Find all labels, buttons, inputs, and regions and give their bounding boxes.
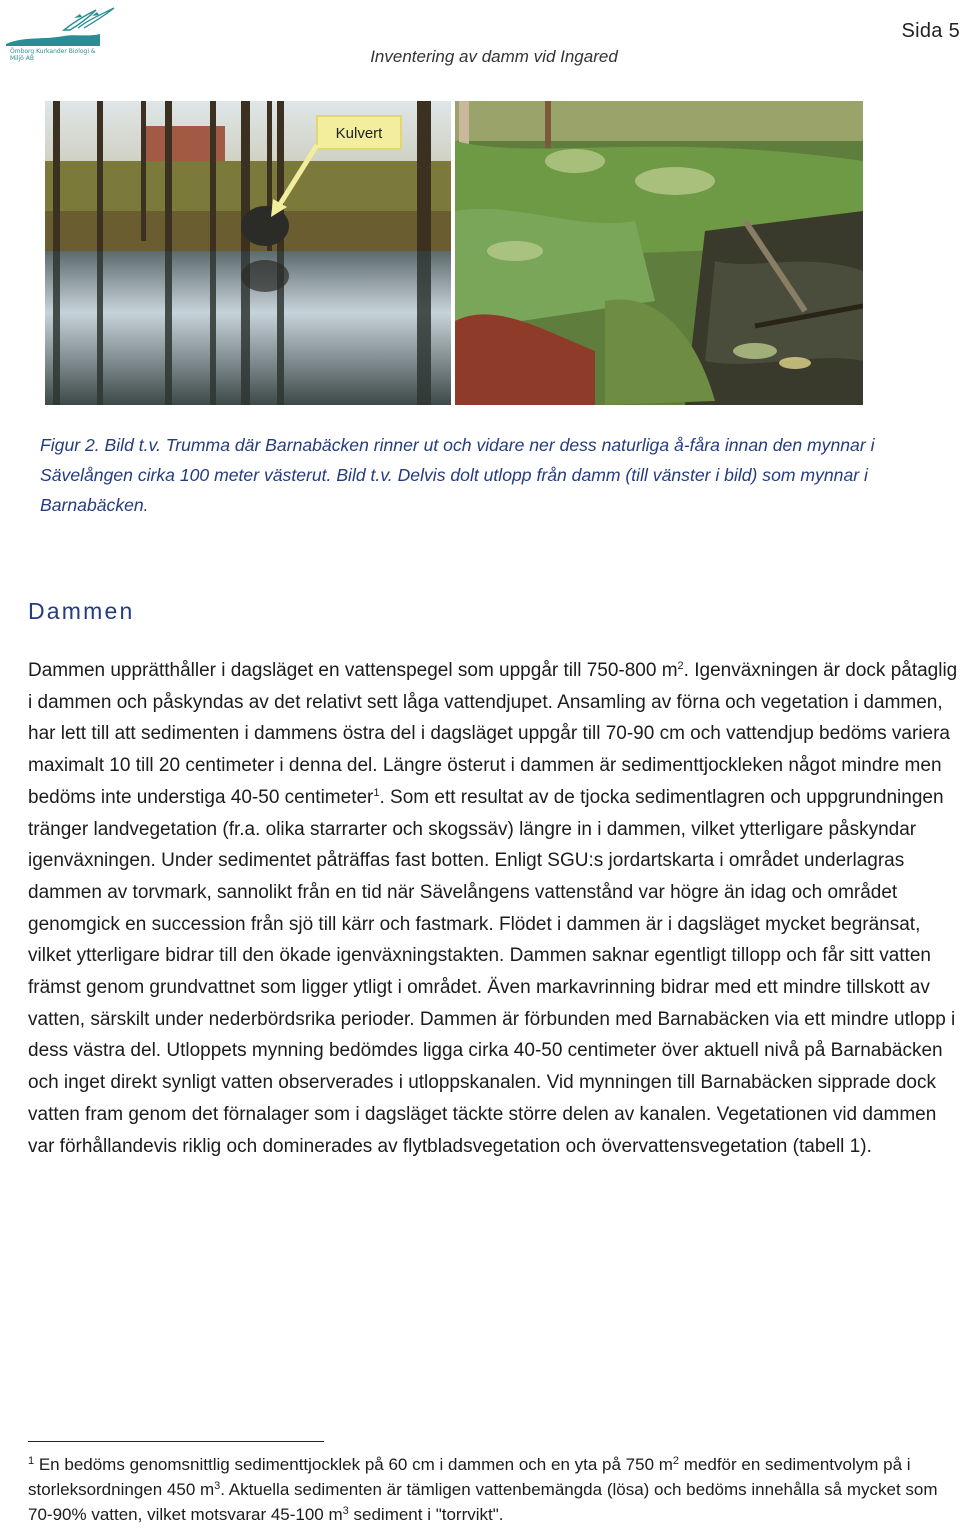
outlet-photo [455,101,863,405]
superscript: 3 [214,1480,221,1492]
logo-text: Ömborg Kurkander Biologi & Miljö AB [10,48,96,62]
kulvert-label: Kulvert [335,125,383,142]
superscript: 2 [672,1455,680,1467]
footnote [28,1452,948,1527]
figure-caption: Figur 2. Bild t.v. Trumma där Barnabäcken rinner ut och vidare ner dess naturliga å-fåra innan den mynnar i Sävelången cirka 100 meter västerut. Bild t.v. Delvis dolt utlopp från damm (till vänster i bild) som mynnar i Barnabäcken. [40,435,875,515]
culvert-photo [45,101,451,405]
body-text-part: Dammen upprätthåller i dagsläget en vattenspegel som uppgår till 750-800 m [28,660,678,681]
running-title: Inventering av damm vid Ingared [370,47,618,66]
section-heading: Dammen [28,598,135,624]
footnote-text-part: . Aktuella sedimenten är tämligen vattenbemängda (lösa) och bedöms innehålla så mycket som 70-90% vatten, vilket motsvarar 45-100 m [28,1480,938,1524]
bird-logo-icon [4,6,116,46]
page-number: Sida 5 [901,20,960,42]
body-paragraph [28,655,960,1162]
footnote-text-part: sediment i "torrvikt". [348,1505,504,1524]
superscript: 3 [342,1505,349,1517]
superscript: 2 [677,660,684,672]
footnote-text-part: En bedöms genomsnittlig sedimenttjocklek på 60 cm i dammen och en yta på 750 m [34,1455,673,1474]
body-text-part: . Igenväxningen är dock påtaglig i dammen och påskyndas av det relativt sett låga vattendjupet. Ansamling av förna och vegetation i dammen, har lett till att sedimenten i dammens östra del i dagsläget uppgår till 70-90 cm och vattendjup bedöms variera maximalt 10 till 20 centimeter i denna del. Längre österut i dammen är sedimenttjockleken något mindre men bedöms inte understiga 40-50 centimeter [28,660,958,808]
body-text-part: . Som ett resultat av de tjocka sedimentlagren och uppgrundningen tränger landvegetation (fr.a. olika starrarter och skogssäv) längre in i dammen, vilket ytterligare påskyndar igenväxningen. Under sedimentet påträffas fast botten. Enligt SGU:s jordartskarta i området underlagras dammen av torvmark, sannolikt från en tid när Sävelångens vattenstånd var högre än idag och området genomgick en succession från sjö till kärr och fastmark. Flödet i dammen är i dagsläget mycket begränsat, vilket ytterligare bidrar till den ökade igenväxningstakten. Dammen saknar egentligt tillopp och får sitt vatten främst genom grundvattnet som ligger ytligt i området. Även markavrinning bidrar med ett mindre tillskott av vatten, särskilt under nederbördsrika perioder. Dammen är förbunden med Barnabäcken via ett mindre utlopp i dess västra del. Utloppets mynning bedömdes ligga cirka 40-50 centimeter över aktuell nivå på Barnabäcken och inget direkt synligt vatten observerades i utloppskanalen. Vid mynningen till Barnabäcken sipprade dock vatten fram genom det förnalager som i dagsläget täckte större delen av kanalen. Vegetationen vid dammen var förhållandevis riklig och dominerades av flytbladsvegetation och övervattensvegetation (tabell 1). [28,786,956,1157]
footnote-reference: 1 [373,786,380,799]
footnote-separator [28,1441,324,1442]
footnote-text-part: medför en sedimentvolym på i storleksordningen 450 m [28,1455,911,1499]
footnote-marker: 1 [28,1455,35,1467]
